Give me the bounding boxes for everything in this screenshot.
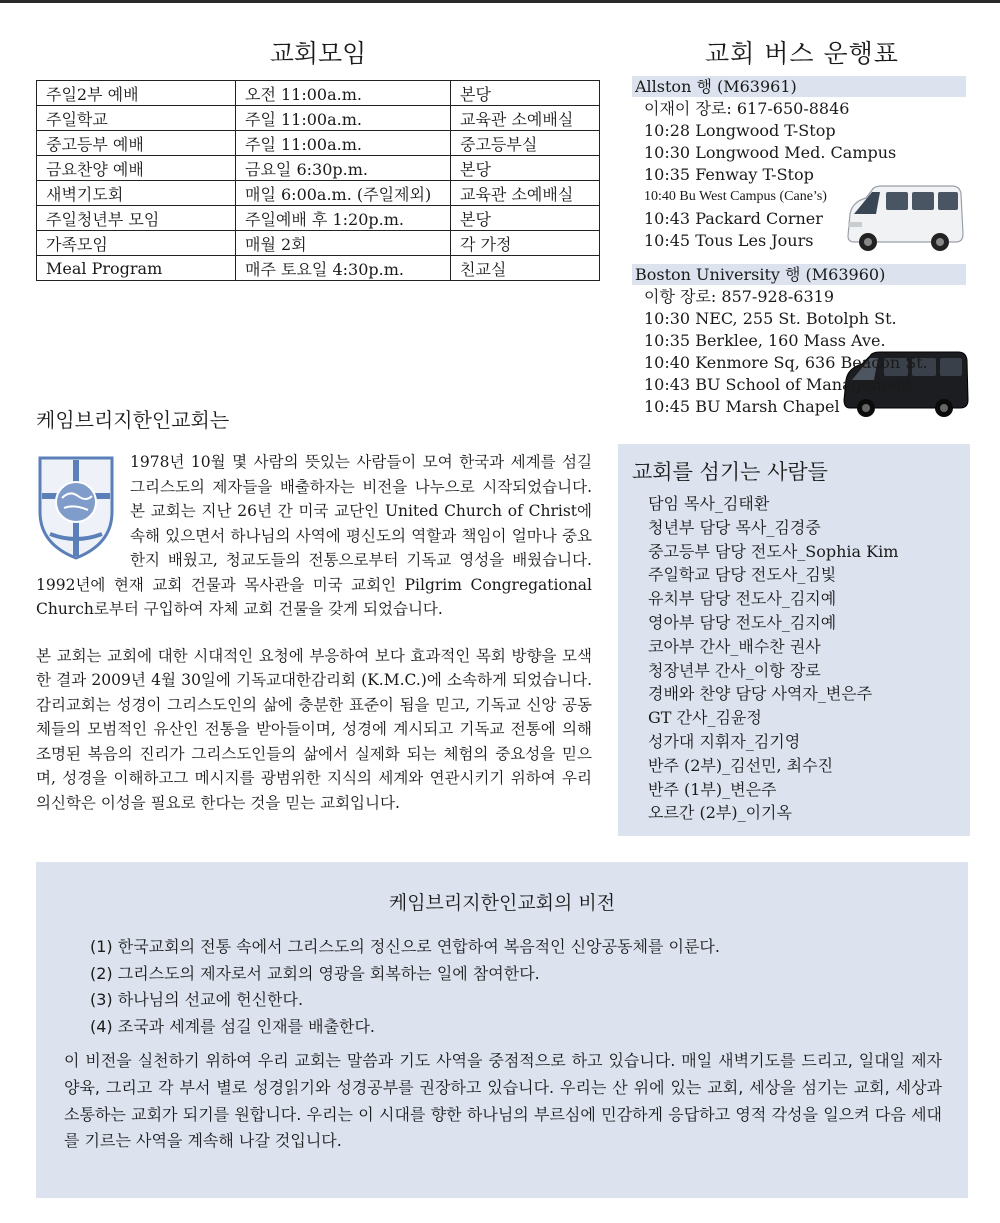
meeting-name: 금요찬양 예배	[37, 156, 236, 181]
table-row	[37, 81, 600, 106]
bus-stop: 10:35 Fenway T-Stop	[644, 165, 814, 184]
staff-member: GT 간사_김윤정	[648, 708, 762, 728]
meeting-name: 주일학교	[37, 106, 236, 131]
about-paragraph-2: 본 교회는 교회에 대한 시대적인 요청에 부응하여 보다 효과적인 목회 방향을 모색한 결과 2009년 4월 30일에 기독교대한감리회 (K.M.C.)에 소속하게 되었습니다. 감리교회는 성경이 그리스도인의 삶에 충분한 표준이 됨을 믿고, 기독교 신앙 공동체들의 모범적인 유산인 전통을 받아들이며, 성경에 계시되고 기독교 전통에 의해 조명된 복음의 진리가 그리스도인들의 삶에서 실제화 되는 체험의 중요성을 믿으며, 성경을 이해하고그 메시지를 광범위한 지식의 세계와 연관시키기 위하여 우리의신학은 이성을 필요로 한다는 것을 믿는 교회입니다.	[36, 646, 592, 812]
staff-member: 유치부 담당 전도사_김지예	[648, 589, 837, 609]
staff-member: 담임 목사_김태환	[648, 494, 770, 513]
staff-member: 영아부 담당 전도사_김지예	[648, 612, 837, 632]
table-row	[37, 256, 600, 281]
vision-item: (3) 하나님의 선교에 헌신한다.	[90, 990, 304, 1009]
meeting-name: Meal Program	[37, 256, 236, 281]
vision-item: (4) 조국과 세계를 섬길 인재를 배출한다.	[90, 1016, 376, 1036]
schedule-title: 교회모임	[269, 39, 367, 68]
bus-stop: 10:45 BU Marsh Chapel	[644, 397, 840, 416]
staff-member: 청장년부 간사_이항 장로	[648, 660, 821, 680]
staff-member: 주일학교 담당 전도사_김빛	[648, 565, 837, 585]
staff-member: 성가대 지휘자_김기영	[648, 731, 801, 751]
staff-list	[648, 492, 898, 825]
bus-stop: 10:35 Berklee, 160 Mass Ave.	[644, 331, 886, 350]
meeting-place: 친교실	[451, 256, 600, 281]
table-row	[37, 131, 600, 156]
meeting-place: 교육관 소예배실	[451, 181, 600, 206]
bus-stop: 10:40 Kenmore Sq, 636 Beacon St.	[644, 353, 928, 372]
about-paragraph-1: 1978년 10월 몇 사람의 뜻있는 사람들이 모여 한국과 세계를 섬길 그리스도의 제자들을 배출하자는 비전을 나누으로 시작되었습니다. 본 교회는 지난 26년 간 미국 교단인 United Church of Christ에 속해 있으면서 하나님의 사역에 평신도의 역할과 책임이 얼마나 중요한지 배웠고, 청교도들의 전통으로부터 기독교 영성을 배웠습니다. 1992년에 현재 교회 건물과 목사관을 미국 교회인 Pilgrim Congregational Church로부터 구입하여 자체 교회 건물을 갖게 되었습니다.	[36, 453, 592, 618]
bus-stop: 10:28 Longwood T-Stop	[644, 121, 836, 140]
vision-item: (2) 그리스도의 제자로서 교회의 영광을 회복하는 일에 참여한다.	[90, 963, 540, 983]
table-row	[37, 156, 600, 181]
meeting-name: 새벽기도회	[37, 181, 236, 206]
vision-title: 케임브리지한인교회의 비전	[388, 892, 616, 914]
about-title: 케임브리지한인교회는	[36, 408, 230, 432]
meeting-time: 주일 11:00a.m.	[236, 131, 451, 156]
meeting-place: 본당	[451, 206, 600, 231]
bus-stop: 10:30 Longwood Med. Campus	[644, 143, 897, 162]
schedule-table	[36, 80, 600, 281]
meeting-name: 주일청년부 모임	[37, 206, 236, 231]
meeting-time: 매월 2회	[236, 231, 451, 256]
meeting-place: 중고등부실	[451, 131, 600, 156]
route-allston-header: Allston 행 (M63961)	[632, 76, 966, 97]
route-bu-stops	[644, 286, 974, 418]
staff-panel	[618, 444, 970, 836]
staff-member: 오르간 (2부)_이기옥	[648, 803, 792, 823]
meeting-name: 가족모임	[37, 231, 236, 256]
staff-member: 중고등부 담당 전도사_Sophia Kim	[648, 541, 899, 561]
white-van-image	[842, 184, 966, 256]
meeting-time: 오전 11:00a.m.	[236, 81, 451, 106]
vision-list	[90, 934, 720, 1040]
church-crest-icon	[36, 452, 116, 562]
staff-member: 경배와 찬양 담당 사역자_변은주	[648, 684, 873, 704]
bus-title: 교회 버스 운행표	[705, 39, 899, 68]
staff-member: 반주 (2부)_김선민, 최수진	[648, 755, 834, 775]
staff-title: 교회를 섬기는 사람들	[632, 460, 828, 484]
vision-body: 이 비전을 실천하기 위하여 우리 교회는 말씀과 기도 사역을 중점적으로 하고 있습니다. 매일 새벽기도를 드리고, 일대일 제자 양육, 그리고 각 부서 별로 성경읽기와 성경공부를 권장하고 있습니다. 우리는 산 위에 있는 교회, 세상을 섬기는 교회, 세상과 소통하는 교회가 되기를 원합니다. 우리는 이 시대를 향한 하나님의 부르심에 민감하게 응답하고 영적 각성을 일으켜 다음 세대를 기르는 사역을 계속해 나갈 것입니다.	[64, 1051, 942, 1151]
meeting-time: 주일예배 후 1:20p.m.	[236, 206, 451, 231]
bus-stop: 10:43 Packard Corner	[644, 209, 823, 228]
bus-stop: 10:40 Bu West Campus (Cane’s)	[644, 189, 827, 204]
meeting-name: 주일2부 예배	[37, 81, 236, 106]
meeting-time: 매주 토요일 4:30p.m.	[236, 256, 451, 281]
meeting-name: 중고등부 예배	[37, 131, 236, 156]
meeting-time: 매일 6:00a.m. (주일제외)	[236, 181, 451, 206]
meeting-place: 교육관 소예배실	[451, 106, 600, 131]
about-section	[36, 450, 592, 837]
bus-stop: 10:45 Tous Les Jours	[644, 231, 814, 250]
bus-stop: 10:30 NEC, 255 St. Botolph St.	[644, 309, 897, 328]
meeting-time: 금요일 6:30p.m.	[236, 156, 451, 181]
staff-member: 코아부 간사_배수찬 권사	[648, 636, 821, 656]
route-contact: 이항 장로: 857-928-6319	[644, 287, 834, 306]
route-contact: 이재이 장로: 617-650-8846	[644, 99, 850, 118]
meeting-place: 각 가정	[451, 231, 600, 256]
meeting-time: 주일 11:00a.m.	[236, 106, 451, 131]
vision-panel	[36, 862, 968, 1198]
route-bu-header: Boston University 행 (M63960)	[632, 264, 966, 285]
staff-member: 반주 (1부)_변은주	[648, 779, 777, 799]
bus-stop: 10:43 BU School of Management	[644, 375, 913, 394]
table-row	[37, 181, 600, 206]
table-row	[37, 206, 600, 231]
vision-item: (1) 한국교회의 전통 속에서 그리스도의 정신으로 연합하여 복음적인 신앙공동체를 이룬다.	[90, 937, 720, 956]
table-row	[37, 106, 600, 131]
table-row	[37, 231, 600, 256]
top-rule	[0, 0, 1000, 3]
meeting-place: 본당	[451, 81, 600, 106]
staff-member: 청년부 담당 목사_김경중	[648, 517, 821, 537]
meeting-place: 본당	[451, 156, 600, 181]
